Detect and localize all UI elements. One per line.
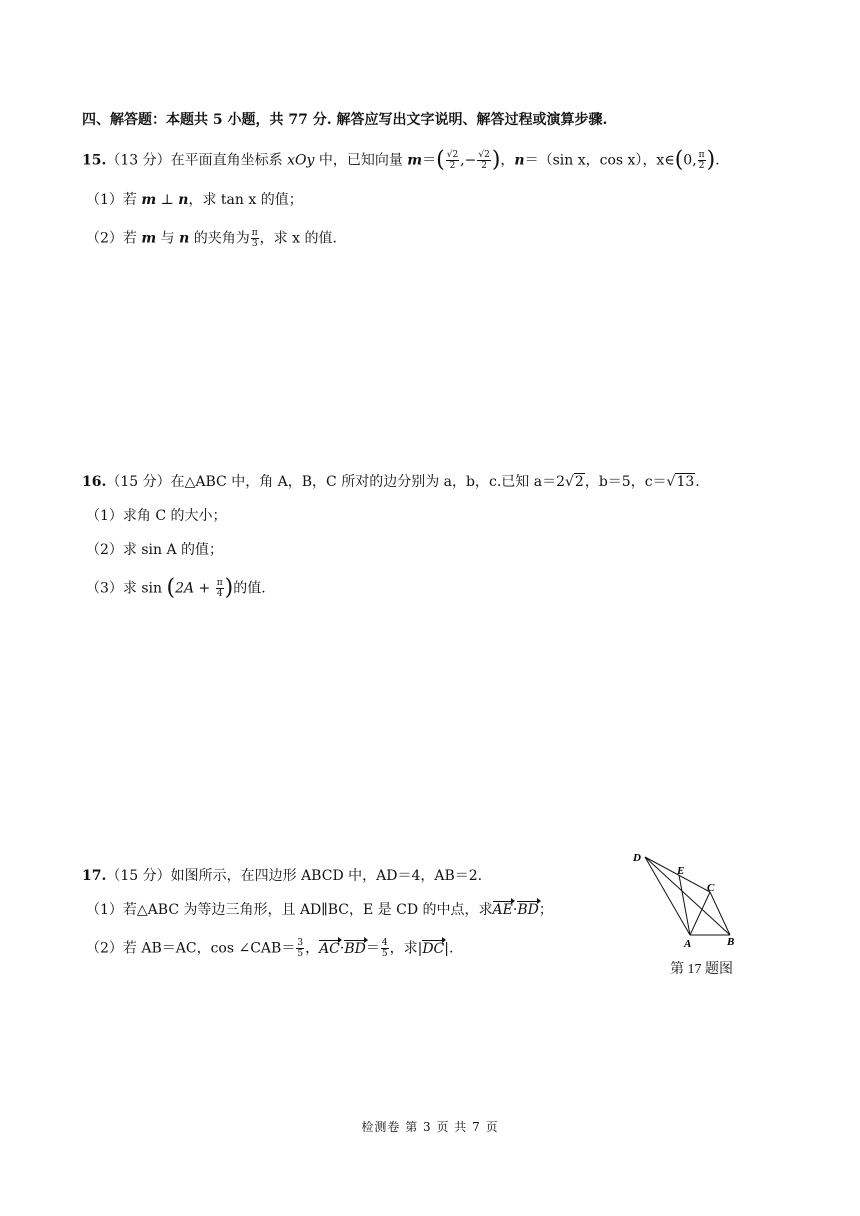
question-16-part-1: （1）求角 C 的大小；: [86, 508, 227, 524]
label-b: B: [727, 936, 735, 948]
question-15-part-2: （2）若 m 与 n 的夹角为 $\frac{\pi}{3}$ ，求 x 的值.: [86, 228, 337, 249]
question-17-figure: [625, 845, 750, 955]
page-footer: 检测卷 第 3 页 共 7 页: [361, 1120, 499, 1134]
question-17-part-2: （2）若 AB＝AC，cos ∠CAB＝ $\frac{3}{5}$ ，AC·BD＝ $\frac{4}{5}$ ，求|DC|.: [86, 938, 454, 959]
question-15-part-1: （1）若 m ⊥ n，求 tan x 的值；: [86, 192, 303, 208]
edge-bc: [710, 892, 730, 935]
question-15-stem: 15.（13 分）在平面直角坐标系 xOy 中，已知向量 m＝( $\frac{√2}{2}$ ,− $\frac{√2}{2}$ )，n＝（sin x，cos x），x∈(0, $\frac{\pi}{2}$ ).: [82, 147, 720, 173]
question-16-stem: 16.（15 分）在△ABC 中，角 A，B，C 所对的边分别为 a，b，c.已知 a＝2√2，b＝5，c＝√13.: [82, 474, 700, 490]
question-16-part-2: （2）求 sin A 的值；: [86, 542, 224, 558]
label-d: D: [633, 852, 641, 864]
question-17-part-1: （1）若△ABC 为等边三角形，且 AD∥BC，E 是 CD 的中点，求AE·BD；: [86, 902, 553, 918]
label-e: E: [677, 865, 685, 877]
section-heading: 四、解答题：本题共 5 小题，共 77 分. 解答应写出文字说明、解答过程或演算步骤.: [82, 112, 608, 128]
label-a: A: [684, 938, 692, 950]
figure-caption: 第 17 题图: [670, 962, 733, 977]
label-c: C: [707, 882, 715, 894]
question-17-stem: 17.（15 分）如图所示，在四边形 ABCD 中，AD＝4，AB＝2.: [82, 868, 483, 884]
question-16-part-3: （3）求 sin (2A + $\frac{\pi}{4}$ )的值.: [86, 575, 266, 601]
